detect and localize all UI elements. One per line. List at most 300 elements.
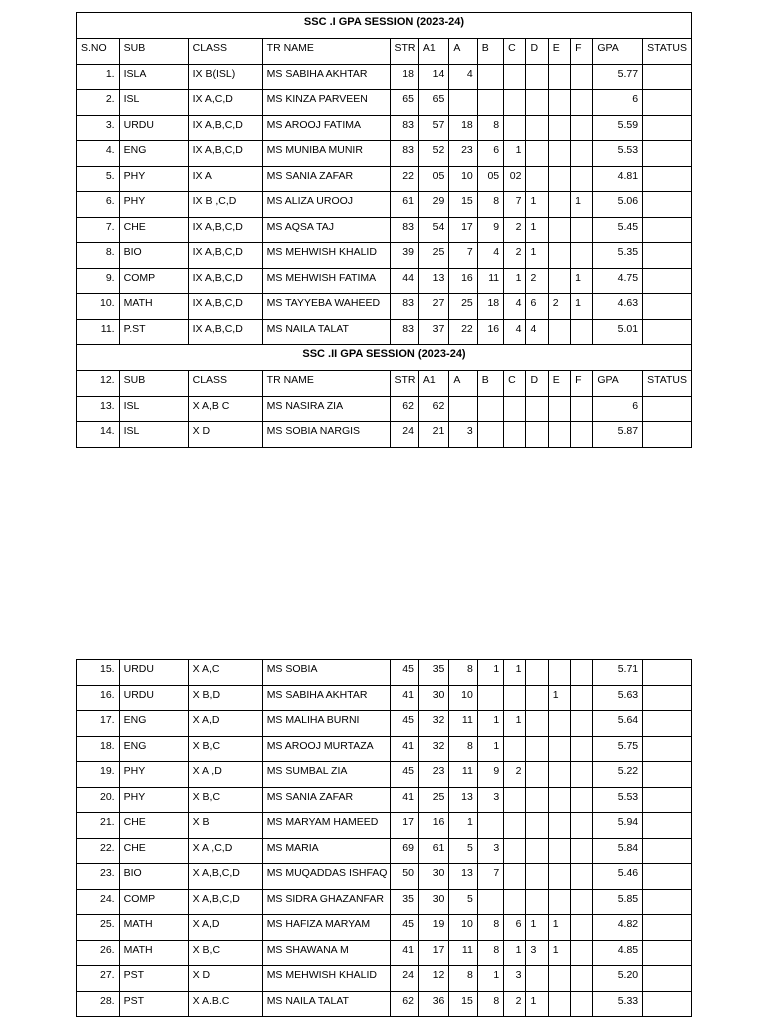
table-row: [77, 864, 692, 890]
table-row: [77, 319, 692, 345]
gpa-table-top: [76, 12, 692, 448]
table-row: [77, 268, 692, 294]
column-header: D: [526, 39, 548, 65]
column-header: SUB: [119, 371, 188, 397]
table-cell: [526, 736, 548, 762]
table-cell: 26.: [77, 940, 120, 966]
table-row: [77, 762, 692, 788]
table-cell: BIO: [119, 864, 188, 890]
table-cell: [571, 966, 593, 992]
table-cell: 1: [477, 660, 503, 686]
table-cell: 41: [390, 787, 418, 813]
table-cell: 5.: [77, 166, 120, 192]
table-cell: 62: [390, 396, 418, 422]
table-cell: [643, 217, 692, 243]
table-cell: [643, 422, 692, 448]
column-header: A1: [418, 39, 448, 65]
table-cell: [548, 991, 570, 1017]
table-cell: 30: [418, 889, 448, 915]
table-cell: 4.82: [593, 915, 643, 941]
table-cell: 11.: [77, 319, 120, 345]
table-cell: BIO: [119, 243, 188, 269]
table-cell: [548, 192, 570, 218]
table-cell: [548, 243, 570, 269]
table-cell: 28.: [77, 991, 120, 1017]
table-cell: 41: [390, 685, 418, 711]
table-cell: MS MARYAM HAMEED: [262, 813, 390, 839]
table-cell: 22: [390, 166, 418, 192]
table-cell: [526, 115, 548, 141]
table-cell: 39: [390, 243, 418, 269]
table-cell: PHY: [119, 762, 188, 788]
table-cell: 4.75: [593, 268, 643, 294]
table-cell: 4: [504, 319, 526, 345]
column-header: 12.: [77, 371, 120, 397]
table-row: [77, 115, 692, 141]
table-cell: 50: [390, 864, 418, 890]
table-cell: IX A,B,C,D: [188, 319, 262, 345]
table-cell: 5.84: [593, 838, 643, 864]
table-cell: 11: [449, 711, 477, 737]
table-cell: 5.45: [593, 217, 643, 243]
table-cell: [526, 396, 548, 422]
table-cell: X A,C: [188, 660, 262, 686]
table-row: [77, 90, 692, 116]
table-cell: [526, 711, 548, 737]
table-cell: [643, 166, 692, 192]
table-cell: MS SOBIA: [262, 660, 390, 686]
table-cell: [643, 115, 692, 141]
table-cell: 1: [477, 711, 503, 737]
table-cell: COMP: [119, 889, 188, 915]
table-cell: [643, 813, 692, 839]
table-cell: 83: [390, 141, 418, 167]
table-cell: X A,D: [188, 915, 262, 941]
table-row: [77, 166, 692, 192]
section-title-row: [77, 13, 692, 39]
table-cell: 8: [477, 115, 503, 141]
table-cell: [548, 711, 570, 737]
table-cell: 13: [418, 268, 448, 294]
table-cell: [643, 966, 692, 992]
table-cell: MS SIDRA GHAZANFAR: [262, 889, 390, 915]
table-cell: 16.: [77, 685, 120, 711]
table-cell: 5.71: [593, 660, 643, 686]
table-cell: 1: [526, 991, 548, 1017]
column-header: STR: [390, 371, 418, 397]
table-cell: ISL: [119, 396, 188, 422]
table-cell: 32: [418, 736, 448, 762]
table-cell: 1: [477, 736, 503, 762]
table-cell: 1: [548, 915, 570, 941]
table-cell: 18.: [77, 736, 120, 762]
column-header: E: [548, 371, 570, 397]
table-cell: 1: [504, 141, 526, 167]
table-cell: 8: [477, 940, 503, 966]
table-cell: X A.B.C: [188, 991, 262, 1017]
column-header: STR: [390, 39, 418, 65]
section-title-row: [77, 345, 692, 371]
table-cell: [504, 736, 526, 762]
table-cell: 27.: [77, 966, 120, 992]
table-cell: MS AROOJ MURTAZA: [262, 736, 390, 762]
table-cell: 4.85: [593, 940, 643, 966]
table-cell: [643, 864, 692, 890]
table-row: [77, 396, 692, 422]
column-header: STATUS: [643, 371, 692, 397]
table-cell: 9.: [77, 268, 120, 294]
table-cell: 1: [571, 294, 593, 320]
table-cell: 8: [449, 736, 477, 762]
table-cell: 15: [449, 192, 477, 218]
table-cell: IX A,B,C,D: [188, 115, 262, 141]
table-row: [77, 915, 692, 941]
table-cell: [643, 141, 692, 167]
table-cell: [477, 813, 503, 839]
table-cell: 35: [418, 660, 448, 686]
table-cell: 5.01: [593, 319, 643, 345]
table-cell: 1: [477, 966, 503, 992]
column-header: SUB: [119, 39, 188, 65]
table-cell: X A ,D: [188, 762, 262, 788]
table-cell: [643, 940, 692, 966]
table-cell: 16: [418, 813, 448, 839]
table-cell: 25: [449, 294, 477, 320]
table-cell: 5.20: [593, 966, 643, 992]
table-cell: [477, 396, 503, 422]
table-cell: 62: [418, 396, 448, 422]
table-cell: MS SABIHA AKHTAR: [262, 64, 390, 90]
column-header: B: [477, 371, 503, 397]
table-cell: 30: [418, 864, 448, 890]
table-cell: 1: [526, 192, 548, 218]
table-cell: 62: [390, 991, 418, 1017]
table-cell: [548, 166, 570, 192]
table-cell: MS AROOJ FATIMA: [262, 115, 390, 141]
table-cell: [548, 141, 570, 167]
table-cell: 41: [390, 736, 418, 762]
table-cell: 1: [449, 813, 477, 839]
table-cell: 11: [477, 268, 503, 294]
table-cell: IX A,B,C,D: [188, 217, 262, 243]
table-row: [77, 660, 692, 686]
table-cell: P.ST: [119, 319, 188, 345]
table-cell: [526, 166, 548, 192]
table-cell: 1: [526, 915, 548, 941]
section-title: SSC .II GPA SESSION (2023-24): [77, 345, 692, 371]
table-cell: [548, 736, 570, 762]
table-cell: 02: [504, 166, 526, 192]
column-header-row: [77, 39, 692, 65]
table-cell: 15.: [77, 660, 120, 686]
table-cell: 18: [477, 294, 503, 320]
table-cell: 5.53: [593, 141, 643, 167]
table-cell: 6: [477, 141, 503, 167]
table-row: [77, 64, 692, 90]
table-cell: 9: [477, 217, 503, 243]
table-cell: ISLA: [119, 64, 188, 90]
table-cell: X A,D: [188, 711, 262, 737]
table-cell: [571, 64, 593, 90]
table-cell: MS KINZA PARVEEN: [262, 90, 390, 116]
table-cell: X B,D: [188, 685, 262, 711]
table-cell: ENG: [119, 736, 188, 762]
table-row: [77, 966, 692, 992]
table-cell: [477, 685, 503, 711]
table-cell: 25: [418, 243, 448, 269]
table-cell: 45: [390, 660, 418, 686]
table-cell: X A,B C: [188, 396, 262, 422]
table-cell: [571, 685, 593, 711]
table-cell: 13: [449, 787, 477, 813]
table-cell: [526, 660, 548, 686]
table-cell: 4: [449, 64, 477, 90]
table-cell: 16: [477, 319, 503, 345]
table-cell: [571, 396, 593, 422]
table-cell: 17: [449, 217, 477, 243]
table-cell: 1: [571, 268, 593, 294]
table-cell: [526, 864, 548, 890]
table-cell: [504, 838, 526, 864]
table-cell: [571, 838, 593, 864]
table-cell: MS MEHWISH KHALID: [262, 243, 390, 269]
table-cell: 65: [390, 90, 418, 116]
table-cell: ISL: [119, 90, 188, 116]
table-cell: 6.: [77, 192, 120, 218]
table-row: [77, 813, 692, 839]
column-header-row: [77, 371, 692, 397]
column-header: F: [571, 371, 593, 397]
table-cell: 1: [504, 268, 526, 294]
table-cell: [526, 966, 548, 992]
table-cell: 3: [504, 966, 526, 992]
table-cell: 61: [390, 192, 418, 218]
table-cell: [526, 685, 548, 711]
table-cell: [504, 685, 526, 711]
table-cell: [643, 396, 692, 422]
table-cell: MATH: [119, 294, 188, 320]
table-cell: PHY: [119, 166, 188, 192]
table-cell: 7: [477, 864, 503, 890]
column-header: STATUS: [643, 39, 692, 65]
table-cell: [526, 422, 548, 448]
table-row: [77, 192, 692, 218]
table-row: [77, 991, 692, 1017]
table-cell: CHE: [119, 217, 188, 243]
table-cell: 6: [593, 90, 643, 116]
table-cell: 2.: [77, 90, 120, 116]
table-cell: 11: [449, 762, 477, 788]
table-cell: [526, 813, 548, 839]
table-cell: 5.77: [593, 64, 643, 90]
table-cell: 8: [477, 915, 503, 941]
table-cell: IX A,C,D: [188, 90, 262, 116]
table-cell: IX B(ISL): [188, 64, 262, 90]
table-cell: 25: [418, 787, 448, 813]
table-cell: 24: [390, 422, 418, 448]
table-cell: [548, 422, 570, 448]
table-cell: 14.: [77, 422, 120, 448]
table-cell: [548, 319, 570, 345]
table-cell: MS ALIZA UROOJ: [262, 192, 390, 218]
table-row: [77, 685, 692, 711]
table-cell: ISL: [119, 422, 188, 448]
table-cell: 5.59: [593, 115, 643, 141]
table-cell: IX A: [188, 166, 262, 192]
table-cell: 45: [390, 915, 418, 941]
table-cell: 37: [418, 319, 448, 345]
table-cell: 5.53: [593, 787, 643, 813]
table-cell: X A,B,C,D: [188, 889, 262, 915]
table-cell: 10: [449, 915, 477, 941]
table-cell: [643, 294, 692, 320]
table-cell: [643, 889, 692, 915]
column-header: D: [526, 371, 548, 397]
table-cell: 10.: [77, 294, 120, 320]
table-cell: 5.33: [593, 991, 643, 1017]
table-row: [77, 711, 692, 737]
table-cell: MS TAYYEBA WAHEED: [262, 294, 390, 320]
table-cell: 45: [390, 711, 418, 737]
table-cell: 29: [418, 192, 448, 218]
table-cell: MS SOBIA NARGIS: [262, 422, 390, 448]
table-cell: URDU: [119, 115, 188, 141]
table-cell: ENG: [119, 711, 188, 737]
column-header: TR NAME: [262, 39, 390, 65]
table-cell: X A ,C,D: [188, 838, 262, 864]
section-title: SSC .I GPA SESSION (2023-24): [77, 13, 692, 39]
table-cell: 8: [477, 991, 503, 1017]
table-cell: 30: [418, 685, 448, 711]
table-cell: [571, 736, 593, 762]
column-header: TR NAME: [262, 371, 390, 397]
column-header: A: [449, 39, 477, 65]
table-cell: [571, 940, 593, 966]
table-cell: [548, 889, 570, 915]
table-cell: [548, 268, 570, 294]
table-cell: 05: [418, 166, 448, 192]
table-cell: 83: [390, 217, 418, 243]
table-cell: [504, 889, 526, 915]
table-cell: [571, 787, 593, 813]
table-cell: 13.: [77, 396, 120, 422]
table-cell: [548, 660, 570, 686]
table-cell: 18: [449, 115, 477, 141]
table-cell: MS MARIA: [262, 838, 390, 864]
table-cell: MS SUMBAL ZIA: [262, 762, 390, 788]
table-cell: [477, 422, 503, 448]
table-cell: 44: [390, 268, 418, 294]
table-cell: [571, 141, 593, 167]
table-cell: [643, 762, 692, 788]
table-cell: 1: [526, 217, 548, 243]
table-cell: 7: [449, 243, 477, 269]
table-cell: URDU: [119, 660, 188, 686]
table-cell: [571, 660, 593, 686]
table-cell: 4: [477, 243, 503, 269]
table-cell: [571, 711, 593, 737]
table-cell: MS MALIHA BURNI: [262, 711, 390, 737]
table-cell: 5: [449, 838, 477, 864]
table-cell: 5.06: [593, 192, 643, 218]
table-cell: 3.: [77, 115, 120, 141]
table-cell: MS SANIA ZAFAR: [262, 166, 390, 192]
table-row: [77, 243, 692, 269]
table-cell: 69: [390, 838, 418, 864]
table-cell: 25.: [77, 915, 120, 941]
table-cell: [504, 787, 526, 813]
table-cell: MS NAILA TALAT: [262, 319, 390, 345]
table-cell: [643, 319, 692, 345]
table-cell: MS NAILA TALAT: [262, 991, 390, 1017]
table-cell: 14: [418, 64, 448, 90]
table-cell: 5.94: [593, 813, 643, 839]
table-cell: [643, 243, 692, 269]
table-cell: [571, 864, 593, 890]
table-cell: 5.35: [593, 243, 643, 269]
table-cell: [477, 90, 503, 116]
table-cell: 5.75: [593, 736, 643, 762]
table-cell: 8: [449, 660, 477, 686]
table-cell: [526, 64, 548, 90]
table-cell: 21.: [77, 813, 120, 839]
table-cell: 5.64: [593, 711, 643, 737]
table-cell: [571, 217, 593, 243]
table-cell: IX A,B,C,D: [188, 268, 262, 294]
table-cell: [643, 90, 692, 116]
table-cell: IX B ,C,D: [188, 192, 262, 218]
column-header: S.NO: [77, 39, 120, 65]
table-cell: [526, 762, 548, 788]
table-cell: 2: [504, 243, 526, 269]
table-cell: X D: [188, 422, 262, 448]
table-cell: X B,C: [188, 736, 262, 762]
table-cell: [548, 115, 570, 141]
table-cell: [571, 166, 593, 192]
table-cell: 10: [449, 166, 477, 192]
column-header: B: [477, 39, 503, 65]
table-cell: 24.: [77, 889, 120, 915]
table-cell: [643, 685, 692, 711]
table-cell: 4: [504, 294, 526, 320]
table-cell: MATH: [119, 915, 188, 941]
table-cell: IX A,B,C,D: [188, 141, 262, 167]
table-row: [77, 838, 692, 864]
table-cell: [548, 838, 570, 864]
table-cell: 2: [504, 762, 526, 788]
table-cell: [449, 396, 477, 422]
table-cell: PHY: [119, 192, 188, 218]
table-row: [77, 294, 692, 320]
column-header: A: [449, 371, 477, 397]
table-cell: 5: [449, 889, 477, 915]
table-cell: MS HAFIZA MARYAM: [262, 915, 390, 941]
table-cell: 1: [571, 192, 593, 218]
table-cell: 32: [418, 711, 448, 737]
table-cell: X B: [188, 813, 262, 839]
table-cell: [643, 660, 692, 686]
table-cell: X D: [188, 966, 262, 992]
table-cell: [643, 991, 692, 1017]
table-row: [77, 787, 692, 813]
table-cell: [643, 711, 692, 737]
column-header: C: [504, 39, 526, 65]
table-cell: 1.: [77, 64, 120, 90]
table-cell: 17: [418, 940, 448, 966]
table-cell: 3: [477, 838, 503, 864]
table-cell: 3: [449, 422, 477, 448]
table-cell: PHY: [119, 787, 188, 813]
